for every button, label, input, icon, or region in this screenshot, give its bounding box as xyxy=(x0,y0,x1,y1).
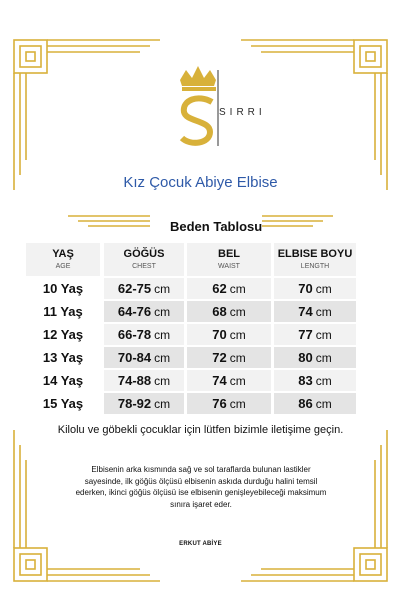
table-cell-length xyxy=(274,370,356,391)
table-header-chest xyxy=(104,243,184,276)
cell-value: 68 xyxy=(212,304,227,319)
cell-value: 70-84 xyxy=(117,350,152,365)
table-cell-length xyxy=(274,301,356,322)
table-cell-waist xyxy=(187,324,271,345)
footer-brand: ERKUT ABİYE xyxy=(179,541,222,547)
brand-name: SIRRI xyxy=(219,107,266,118)
cell-unit: cm xyxy=(154,281,171,296)
table-row-age: 13 Yaş xyxy=(42,350,84,365)
cell-value: 74 xyxy=(212,373,227,388)
cell-value: 70 xyxy=(212,327,227,342)
table-header-sublabel: AGE xyxy=(55,263,71,270)
table-header-sublabel: LENGTH xyxy=(300,263,330,270)
cell-unit: cm xyxy=(154,396,171,411)
table-cell-length xyxy=(274,393,356,414)
cell-unit: cm xyxy=(229,396,246,411)
table-header-age xyxy=(26,243,100,276)
table-row-age: 10 Yaş xyxy=(42,281,84,296)
table-title: Beden Tablosu xyxy=(170,219,263,234)
cell-value: 77 xyxy=(298,327,313,342)
table-cell-waist xyxy=(187,393,271,414)
cell-unit: cm xyxy=(229,327,246,342)
table-cell-waist xyxy=(187,370,271,391)
cell-unit: cm xyxy=(154,327,171,342)
cell-unit: cm xyxy=(315,350,332,365)
table-row-age: 11 Yaş xyxy=(43,304,83,319)
cell-unit: cm xyxy=(154,304,171,319)
table-header-label: BEL xyxy=(218,248,240,260)
table-cell-length xyxy=(274,278,356,299)
cell-unit: cm xyxy=(315,304,332,319)
cell-value: 62 xyxy=(212,281,227,296)
cell-unit: cm xyxy=(229,281,246,296)
cell-value: 74-88 xyxy=(117,373,152,388)
cell-value: 72 xyxy=(212,350,227,365)
cell-unit: cm xyxy=(154,373,171,388)
table-cell-waist xyxy=(187,347,271,368)
cell-value: 76 xyxy=(212,396,227,411)
cell-value: 80 xyxy=(298,350,313,365)
cell-value: 83 xyxy=(298,373,313,388)
table-cell-chest xyxy=(104,278,184,299)
cell-value: 78-92 xyxy=(117,396,152,411)
cell-value: 86 xyxy=(298,396,313,411)
table-header-sublabel: WAIST xyxy=(218,263,240,270)
table-header-label: GÖĞÜS xyxy=(123,248,165,260)
cell-value: 66-78 xyxy=(117,327,152,342)
table-header-length xyxy=(274,243,356,276)
table-cell-length xyxy=(274,347,356,368)
table-cell-chest xyxy=(104,347,184,368)
table-cell-chest xyxy=(104,301,184,322)
table-header-label: ELBISE BOYU xyxy=(277,248,353,260)
cell-unit: cm xyxy=(315,327,332,342)
table-cell-chest xyxy=(104,324,184,345)
cell-unit: cm xyxy=(315,396,332,411)
cell-value: 64-76 xyxy=(117,304,152,319)
cell-unit: cm xyxy=(154,350,171,365)
cell-unit: cm xyxy=(229,350,246,365)
table-cell-chest xyxy=(104,370,184,391)
top-left-corner-ornament xyxy=(14,40,160,190)
cell-unit: cm xyxy=(229,304,246,319)
cell-value: 70 xyxy=(298,281,313,296)
table-header-label: YAŞ xyxy=(52,248,74,260)
table-row-age: 15 Yaş xyxy=(42,396,84,411)
cell-value: 62-75 xyxy=(117,281,152,296)
table-header-waist xyxy=(187,243,271,276)
cell-unit: cm xyxy=(315,373,332,388)
cell-unit: cm xyxy=(315,281,332,296)
cell-value: 74 xyxy=(298,304,313,319)
cell-unit: cm xyxy=(229,373,246,388)
table-cell-length xyxy=(274,324,356,345)
table-cell-waist xyxy=(187,301,271,322)
page-subtitle: Kız Çocuk Abiye Elbise xyxy=(123,174,278,191)
table-header-sublabel: CHEST xyxy=(132,263,156,270)
table-cell-waist xyxy=(187,278,271,299)
contact-note: Kilolu ve göbekli çocuklar için lütfen bizimle iletişime geçin. xyxy=(57,424,344,436)
size-explanation-paragraph: Elbisenin arka kısmında sağ ve sol taraflarda bulunan lastikler sayesinde, ilk göğüs ölçüsü elbisenin askıda durduğu halini temsil ederken, ikinci göğüs ölçüsü ise elbisenin genişleyebileceği maksimum sınıra işaret eder. xyxy=(75,465,327,509)
table-cell-chest xyxy=(104,393,184,414)
table-row-age: 14 Yaş xyxy=(42,373,84,388)
table-row-age: 12 Yaş xyxy=(42,327,84,342)
